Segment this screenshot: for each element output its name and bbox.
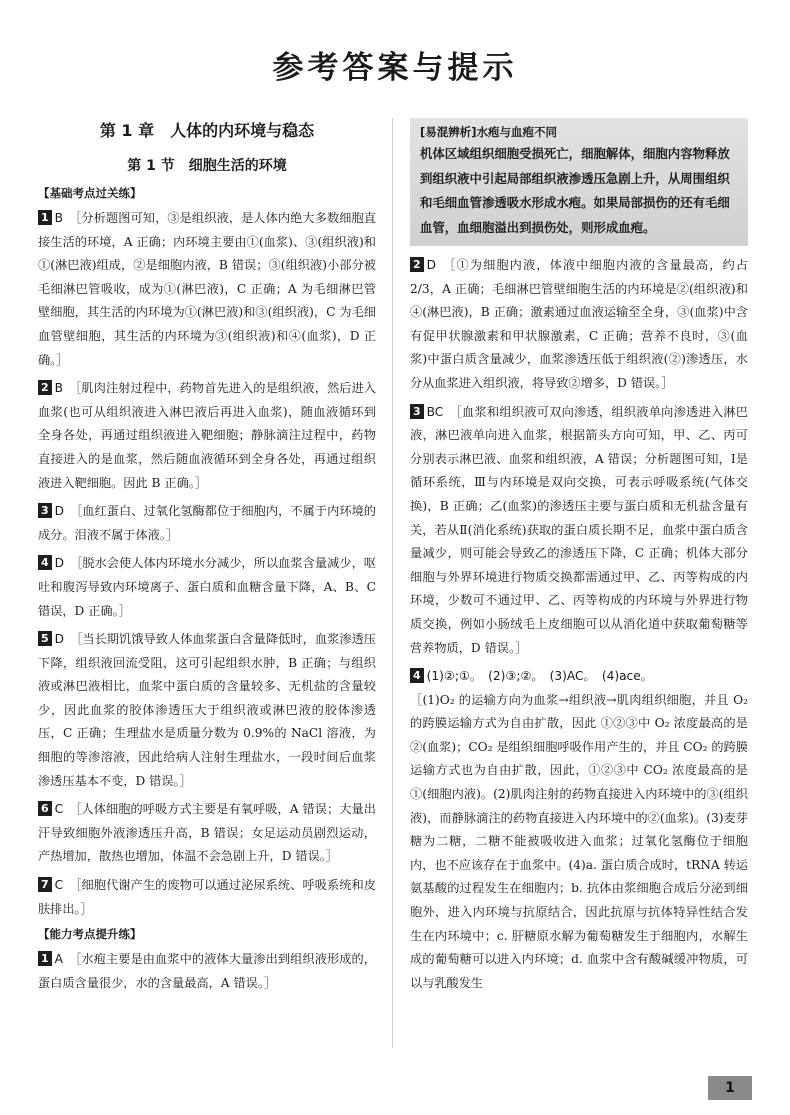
explanation-text: ［脱水会使人体内环境水分减少，所以血浆含量减少，呕吐和腹泻导致内环境离子、蛋白质和血糖含量下降，A、B、C 错误，D 正确。］ (38, 556, 376, 618)
page-title: 参考答案与提示 (272, 50, 518, 86)
answer-item (38, 377, 376, 495)
explanation-text: ［细胞代谢产生的废物可以通过泌尿系统、呼吸系统和皮肤排出。］ (38, 878, 376, 916)
question-number: 4 (410, 668, 424, 683)
explanation-text: ［水疱主要是由血浆中的液体大量渗出到组织液形成的，蛋白质含量很少，水的含量最高，A 错误。］ (38, 952, 376, 990)
right-column (410, 118, 748, 1000)
answer-choice: D (426, 258, 437, 272)
basic-practice-label: 【基础考点过关练】 (38, 186, 142, 200)
question-number: 4 (38, 555, 52, 570)
answer-item (38, 874, 376, 921)
left-column (38, 118, 376, 1000)
answer-choice: (1)②;①。 (2)③;②。 (3)AC。 (4)ace。 (426, 669, 653, 684)
answer-item (410, 665, 748, 995)
advanced-practice-label: 【能力考点提升练】 (38, 927, 142, 942)
answer-item (38, 798, 376, 869)
question-number: 7 (38, 877, 52, 892)
answer-choice: BC (426, 404, 444, 419)
question-number: 3 (38, 503, 52, 518)
section-title: 第 1 节 细胞生活的环境 (127, 158, 287, 174)
answer-item (38, 948, 376, 995)
answer-item (38, 552, 376, 623)
answer-item (410, 254, 748, 396)
confusion-note-box (410, 118, 748, 246)
answer-choice: C (54, 802, 64, 817)
question-number: 2 (410, 257, 424, 272)
explanation-text: ［血浆和组织液可双向渗透，组织液单向渗透进入淋巴液，淋巴液单向进入血浆，根据箭头方向可知，甲、乙、丙可分别表示淋巴液、血浆和组织液，A 错误；分析题图可知，Ⅰ是循环系统，Ⅲ与内环境是双向交换，可表示呼吸系统(气体交换)，B 正确；乙(血浆)的渗透压主要与蛋白质和无机盐含量有关，若从Ⅱ(消化系统)获取的蛋白质长期不足，血浆中蛋白质含量减少，则可能会导致乙的渗透压下降，C 正确；机体大部分细胞与外界环境进行物质交换都需通过甲、乙、丙等构成的内环境，少数可不通过甲、乙、丙等构成的内环境与外界进行物质交换，例如小肠绒毛上皮细胞可以从消化道中获取葡萄糖等营养物质，D 错误。］ (410, 404, 748, 655)
answer-choice: B (54, 211, 64, 225)
question-number: 5 (38, 631, 52, 646)
question-number: 2 (38, 380, 52, 395)
question-number: 1 (38, 210, 52, 225)
explanation-text: ［当长期饥饿导致人体血浆蛋白含量降低时，血浆渗透压下降，组织液回流受阻，这可引起组织水肿，B 正确；与组织液或淋巴液相比，血浆中蛋白质的含量较多、无机盐的含量较少，因此血浆的胶体渗透压大于组织液或淋巴液的胶体渗透压，C 正确；生理盐水是质量分数为 0.9%的 NaCl 溶液，为细胞的等渗溶液，因此给病人注射生理盐水，一段时间后血浆渗透压基本不变，D 错误。］ (38, 632, 376, 788)
answer-choice: A (54, 952, 63, 967)
answer-choice: D (54, 504, 65, 519)
answer-item (38, 207, 376, 372)
chapter-title: 第 1 章 人体的内环境与稳态 (99, 121, 315, 140)
answer-choice: C (54, 878, 64, 893)
column-divider (392, 118, 393, 1048)
explanation-text: ［分析题图可知，③是组织液，是人体内绝大多数细胞直接生活的环境，A 正确；内环境主要由①(血浆)、③(组织液)和①(淋巴液)组成，②是细胞内液，B 错误；③(组织液)小部分被毛细淋巴管吸收，成为①(淋巴液)，C 正确；A 为毛细淋巴管壁细胞，其生活的内环境为①(淋巴液)和③(组织液)，C 为毛细血管壁细胞，其生活的内环境为③(组织液)和④(血浆)，D 正确。］ (38, 211, 376, 367)
page-number: 1 (708, 1076, 752, 1100)
answer-choice: D (54, 632, 65, 647)
explanation-text: ［人体细胞的呼吸方式主要是有氧呼吸，A 错误；大量出汗导致细胞外液渗透压升高，B 错误；女足运动员剧烈运动，产热增加，散热也增加，体温不会急剧上升，D 错误。］ (38, 802, 376, 864)
question-number: 6 (38, 801, 52, 816)
explanation-text: ［肌肉注射过程中，药物首先进入的是组织液，然后进入血浆(也可从组织液进入淋巴液后再进入血浆)，随血液循环到全身各处，再通过组织液进入靶细胞；静脉滴注过程中，药物直接进入的是血浆，然后随血液循环到全身各处，再通过组织液进入靶细胞。因此 B 正确。］ (38, 381, 376, 490)
answer-item (38, 628, 376, 793)
explanation-text: ［(1)O₂ 的运输方向为血浆→组织液→肌肉组织细胞，并且 O₂ 的跨膜运输方式为自由扩散，因此 ①②③中 O₂ 浓度最高的是②(血浆)；CO₂ 是组织细胞呼吸作用产生的，并且 CO₂ 的跨膜运输方式也为自由扩散，因此，①②③中 CO₂ 浓度最高的是①(细胞内液)。(2)肌肉注射的药物直接进入内环境中的③(组织液)，而静脉滴注的药物直接进入内环境中的②(血浆)。(3)麦芽糖为二糖，二糖不能被吸收进入血浆；过氧化氢酶位于细胞内，也不应该存在于血浆中。(4)a. 蛋白质合成时，tRNA 转运氨基酸的过程发生在细胞内；b. 抗体由浆细胞合成后分泌到细胞外，进入内环境与抗原结合，因此抗原与抗体特异性结合发生在内环境中；c. 肝糖原水解为葡萄糖发生于细胞内，水解生成的葡萄糖可以进入内环境；d. 血浆中含有酸碱缓冲物质，可以与乳酸发生 (410, 692, 748, 990)
note-heading: [易混辨析]水疱与血疱不同 (420, 125, 558, 139)
question-number: 3 (410, 404, 424, 419)
answer-item (38, 500, 376, 547)
question-number: 1 (38, 951, 52, 966)
note-body: 机体区域组织细胞受损死亡，细胞解体，细胞内容物释放到组织液中引起局部组织液渗透压急剧上升，从周围组织和毛细血管渗透吸水形成水疱。如果局部损伤的还有毛细血管，血细胞溢出到损伤处，则形成血疱。 (420, 146, 730, 235)
answer-choice: D (54, 556, 65, 571)
answer-item (410, 401, 748, 661)
answer-choice: B (54, 381, 64, 396)
explanation-text: ［①为细胞内液，体液中细胞内液的含量最高，约占 2/3，A 正确；毛细淋巴管壁细胞生活的内环境是②(组织液)和④(淋巴液)，B 正确；激素通过血液运输至全身，③(血浆)中含有促甲状腺激素和甲状腺激素，C 正确；营养不良时，③(血浆)中蛋白质含量减少，血浆渗透压低于组织液(②)渗透压，水分从血浆进入组织液，将导致②增多，D 错误。］ (410, 258, 748, 390)
explanation-text: ［血红蛋白、过氧化氢酶都位于细胞内，不属于内环境的成分。泪液不属于体液。］ (38, 504, 376, 542)
